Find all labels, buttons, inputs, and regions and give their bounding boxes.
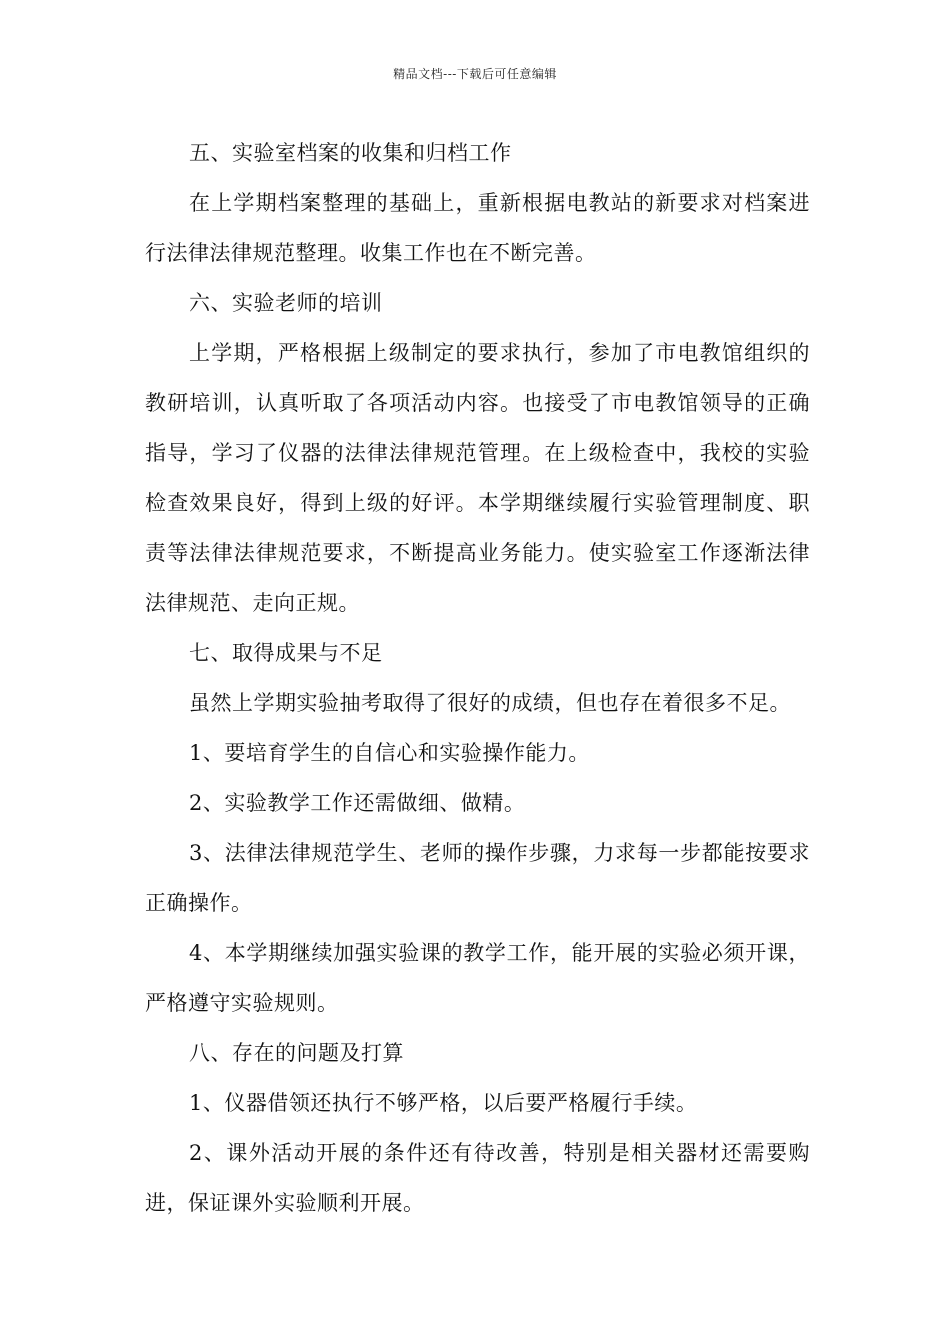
section-heading-results: 七、取得成果与不足 [189,641,383,665]
list-item-results-3: 3、法律法律规范学生、老师的操作步骤，力求每一步都能按要求正确操作。 [145,841,810,915]
section-heading-issues: 八、存在的问题及打算 [189,1041,404,1065]
section-heading-training: 六、实验老师的培训 [189,291,383,315]
list-item-issues-2: 2、课外活动开展的条件还有待改善，特别是相关器材还需要购进，保证课外实验顺利开展。 [145,1141,810,1215]
paragraph-training: 上学期，严格根据上级制定的要求执行，参加了市电教馆组织的教研培训，认真听取了各项活动内容。也接受了市电教馆领导的正确指导，学习了仪器的法律法律规范管理。在上级检查中，我校的实验检查效果良好，得到上级的好评。本学期继续履行实验管理制度、职责等法律法律规范要求，不断提高业务能力。使实验室工作逐渐法律法律规范、走向正规。 [145,341,810,615]
document-body [145,128,810,1228]
section-heading-archive: 五、实验室档案的收集和归档工作 [189,141,512,165]
list-item-results-1: 1、要培育学生的自信心和实验操作能力。 [189,741,590,765]
page-header: 精品文档---下载后可任意编辑 [393,67,557,81]
list-item-results-2: 2、实验教学工作还需做细、做精。 [189,791,526,815]
list-item-results-4: 4、本学期继续加强实验课的教学工作，能开展的实验必须开课，严格遵守实验规则。 [145,941,810,1015]
paragraph-results: 虽然上学期实验抽考取得了很好的成绩，但也存在着很多不足。 [189,691,791,715]
paragraph-archive: 在上学期档案整理的基础上，重新根据电教站的新要求对档案进行法律法律规范整理。收集工作也在不断完善。 [145,191,810,265]
list-item-issues-1: 1、仪器借领还执行不够严格，以后要严格履行手续。 [189,1091,698,1115]
